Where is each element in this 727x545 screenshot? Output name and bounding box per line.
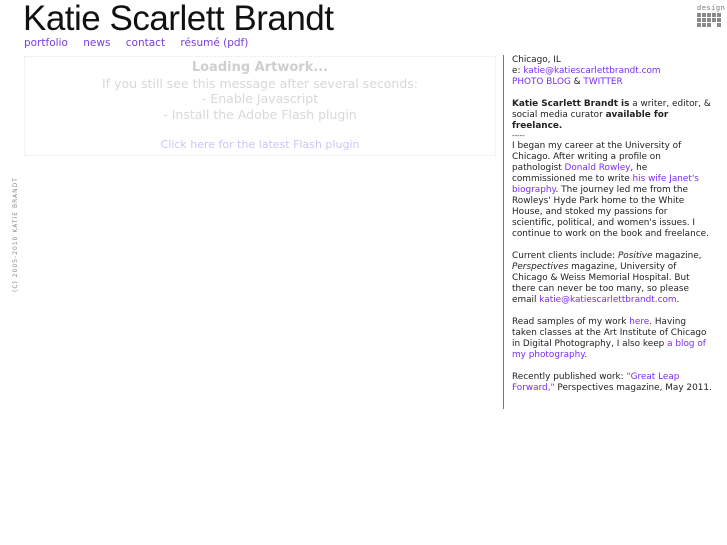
text: I began my career at the University of Chicago. After writing a profile on pathologist xyxy=(512,141,682,173)
intro-availability: available for freelance. xyxy=(512,110,669,131)
intro-text: a writer, editor, & social media curator xyxy=(512,99,711,120)
ampersand: & xyxy=(570,77,584,87)
main-nav xyxy=(24,37,260,49)
loading-heading: Loading Artwork... xyxy=(191,60,329,75)
great-leap-forward-link[interactable]: "Great Leap Forward," xyxy=(512,372,680,393)
text: . The journey led me from the Rowleys' Hyde Park home to the White House, and stoked my passions for scientific, political, and women's issues. I continue to work on the book and freelance. xyxy=(512,185,709,239)
clients-paragraph xyxy=(512,251,712,306)
text: Current clients include: xyxy=(512,251,618,261)
recent-work-paragraph xyxy=(512,372,712,394)
photo-blog-link[interactable]: PHOTO BLOG xyxy=(512,77,571,87)
text: magazine, University of Chicago & Weiss Memorial Hospital. But there can never be too many, so please email xyxy=(512,262,690,305)
nav-resume[interactable]: résumé (pdf) xyxy=(180,37,249,49)
donald-rowley-link[interactable]: Donald Rowley xyxy=(564,163,631,173)
copyright: (C) 2005-2010 KATIE BRANDT xyxy=(12,177,19,292)
photography-blog-link[interactable]: a blog of my photography xyxy=(512,339,706,360)
text: Read samples of my work xyxy=(512,317,630,327)
nav-portfolio[interactable]: portfolio xyxy=(24,37,68,49)
flash-step-plugin: - Install the Adobe Flash plugin xyxy=(163,106,357,122)
text: , he commissioned me to write xyxy=(512,163,648,184)
text: magazine, xyxy=(652,251,702,261)
text: Recently published work: xyxy=(512,372,627,382)
flash-placeholder xyxy=(24,56,496,156)
twitter-link[interactable]: TWITTER xyxy=(583,77,623,87)
badge-label: design xyxy=(697,4,726,12)
sidebar xyxy=(503,55,712,409)
email-link[interactable]: katie@katiescarlettbrandt.com xyxy=(523,66,661,76)
contact-info xyxy=(512,55,712,88)
flash-step-javascript: - Enable Javascript xyxy=(201,91,319,106)
location: Chicago, IL xyxy=(512,55,561,65)
nav-news[interactable]: news xyxy=(83,37,111,49)
design-badge[interactable] xyxy=(697,4,725,27)
nav-contact[interactable]: contact xyxy=(125,37,166,49)
flash-download-link[interactable]: Click here for the latest Flash plugin xyxy=(160,138,360,151)
text: . Having taken classes at the Art Institute of Chicago in Digital Photography, I also keep xyxy=(512,317,707,349)
text: . xyxy=(676,295,680,305)
intro-name: Katie Scarlett Brandt is xyxy=(512,99,630,109)
site-title: Katie Scarlett Brandt xyxy=(23,0,334,38)
text: Perspectives magazine, May 2011. xyxy=(554,383,712,393)
email-link-2[interactable]: katie@katiescarlettbrandt.com xyxy=(539,295,677,305)
flash-message: If you still see this message after several seconds: xyxy=(102,75,418,91)
divider: ----- xyxy=(512,132,525,140)
badge-grid-icon xyxy=(697,13,725,27)
email-prefix: e: xyxy=(512,66,524,76)
text: Positive xyxy=(617,251,653,261)
bio-paragraph xyxy=(512,141,712,240)
text: Perspectives xyxy=(512,262,569,272)
intro xyxy=(512,99,712,132)
biography-link[interactable]: his wife Janet's biography xyxy=(512,174,699,195)
text: . xyxy=(584,350,588,360)
samples-paragraph xyxy=(512,317,712,361)
samples-link[interactable]: here xyxy=(629,317,650,327)
